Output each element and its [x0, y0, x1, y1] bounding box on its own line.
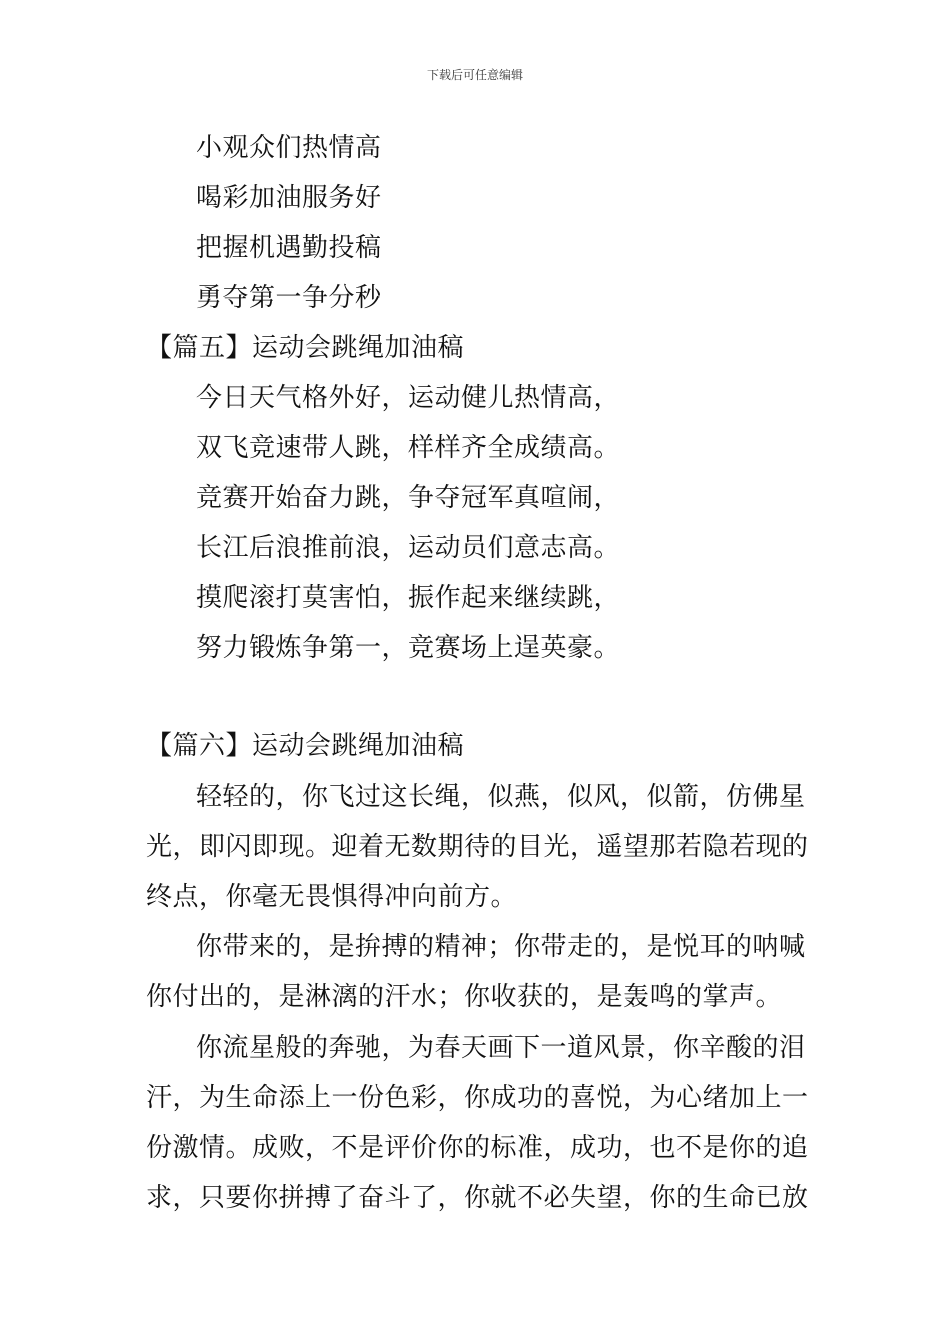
paragraph-line: 求，只要你拼搏了奋斗了，你就不必失望，你的生命已放	[146, 1183, 809, 1213]
poem-line: 长江后浪推前浪，运动员们意志高。	[196, 533, 621, 563]
section-title: 【篇六】运动会跳绳加油稿	[146, 731, 465, 761]
paragraph-line: 终点，你毫无畏惧得冲向前方。	[146, 882, 518, 912]
paragraph-line: 光，即闪即现。迎着无数期待的目光，遥望那若隐若现的	[146, 832, 809, 862]
poem-line: 喝彩加油服务好	[196, 183, 382, 213]
paragraph-line: 轻轻的，你飞过这长绳，似燕，似风，似箭，仿佛星	[196, 782, 806, 812]
poem-line: 把握机遇勤投稿	[196, 233, 382, 263]
paragraph-line: 份激情。成败，不是评价你的标准，成功，也不是你的追	[146, 1133, 809, 1163]
paragraph-line: 你流星般的奔驰，为春天画下一道风景，你辛酸的泪	[196, 1033, 806, 1063]
paragraph-line: 你带来的，是拚搏的精神；你带走的，是悦耳的呐喊	[196, 932, 806, 962]
poem-line: 竞赛开始奋力跳，争夺冠军真喧闹，	[196, 483, 621, 513]
paragraph-line: 汗，为生命添上一份色彩，你成功的喜悦，为心绪加上一	[146, 1083, 809, 1113]
page-header: 下载后可任意编辑	[426, 68, 523, 82]
poem-line: 小观众们热情高	[196, 133, 382, 163]
paragraph-line: 你付出的，是淋漓的汗水；你收获的，是轰鸣的掌声。	[146, 982, 783, 1012]
poem-line: 勇夺第一争分秒	[196, 283, 382, 313]
poem-line: 摸爬滚打莫害怕，振作起来继续跳，	[196, 583, 621, 613]
poem-line: 双飞竞速带人跳，样样齐全成绩高。	[196, 433, 621, 463]
poem-line: 今日天气格外好，运动健儿热情高，	[196, 383, 621, 413]
section-title: 【篇五】运动会跳绳加油稿	[146, 333, 465, 363]
poem-line: 努力锻炼争第一，竞赛场上逞英豪。	[196, 633, 621, 663]
